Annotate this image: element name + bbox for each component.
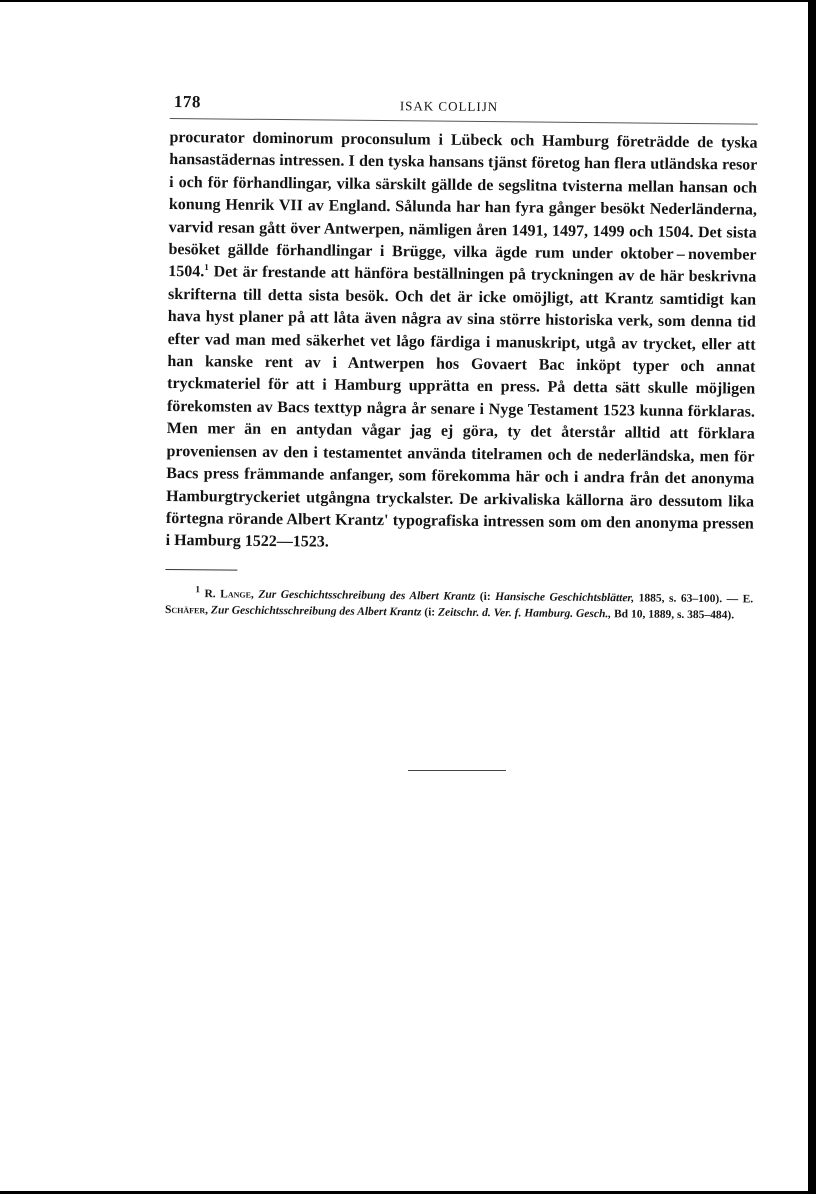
end-rule (408, 770, 506, 771)
book-page (165, 92, 758, 635)
footnote-paren-1: (i: (479, 590, 496, 603)
footnote-details-2: Bd 10, 1889, s. 385–484). (611, 607, 735, 621)
footnote-title-1: Zur Geschichtsschreibung des Albert Krantz (258, 588, 476, 603)
footnote-marker: 1 (195, 583, 201, 596)
footnote-details-1: 1885, s. 63–100). — (634, 592, 743, 606)
footnote-journal-1: Hansische Geschichtsblätter, (495, 590, 635, 605)
footnote-rule (165, 569, 237, 571)
scan-border-top (0, 0, 816, 2)
running-head (170, 92, 758, 125)
footnote-author-1: R. Lange (204, 587, 252, 601)
running-title: ISAK COLLIJN (399, 98, 499, 115)
body-text-part-2: Det är frestande att hänföra beställningen på tryckningen av de här beskrivna skrifterna till detta sista besök. Och det är icke omöjligt, att Krantz samtidigt kan hava hyst planer på att låta även några av sina större historiska verk, som denna tid efter vad man med säkerhet vet lågo färdiga i manuskript, utgå av trycket, eller att han kanske rent av i Antwerpen hos Govaert Bac inköpt typer och annat tryckmateriel för att i Hamburg upprätta en press. På detta sätt skulle möjligen förekomsten av Bacs texttyp några år senare i Nyge Testament 1523 kunna förklaras. Men mer än en antydan vågar jag ej göra, ty det återstår alltid att förklara proveniensen av den i testamentet använda titelramen och de nederländska, men för Bacs press främmande anfanger, som förekomma här och i andra från det anonyma Hamburgtryckeriet utgångna tryckalster. De arkivaliska källorna äro dessutom lika förtegna rörande Albert Krantz' typografiska intressen som om den anonyma pressen i Hamburg 1522—1523. (165, 263, 757, 551)
footnote-separator-2: , (205, 603, 212, 616)
footnote-author-2: E. Schäfer (164, 593, 754, 616)
footnote-title-2: Zur Geschichtsschreibung des Albert Krantz (210, 603, 422, 618)
footnote-paren-2: (i: (421, 605, 439, 619)
scan-border-right (808, 0, 816, 1194)
body-paragraph (166, 127, 758, 558)
footnote-journal-2: Zeitschr. d. Ver. f. Hamburg. Gesch., (437, 606, 612, 620)
footnote: $^1$ R. Lange, Zur Geschichtsschreibung des Albert Krantz (i: Hansische Geschichtsblätter, 1885, s. 63–100). — E. Schäfer, Zur Geschichtsschreibung des Albert Krantz (i: Zeitschr. d. Ver. f. Hamburg. Gesch., Bd 10, 1889, s. 385–484). (164, 583, 754, 621)
body-text-part-1: procurator dominorum proconsulum i Lübeck och Hamburg företrädde de tyska hansastädernas intressen. I den tyska hansans tjänst företog han flera utländska resor i och för förhandlingar, vilka särskilt gällde de segslitna tvisterna mellan hansan och konung Henrik VII av England. Sålunda har han fyra gånger besökt Nederländerna, varvid resan gått över Antwerpen, nämligen åren 1491, 1497, 1499 och 1504. Det sista besöket gällde förhandlingar i Brügge, vilka ägde rum under oktober – november 1504. (168, 128, 758, 281)
page-number: 178 (173, 92, 201, 112)
footnote-reference: 1 (204, 262, 209, 273)
